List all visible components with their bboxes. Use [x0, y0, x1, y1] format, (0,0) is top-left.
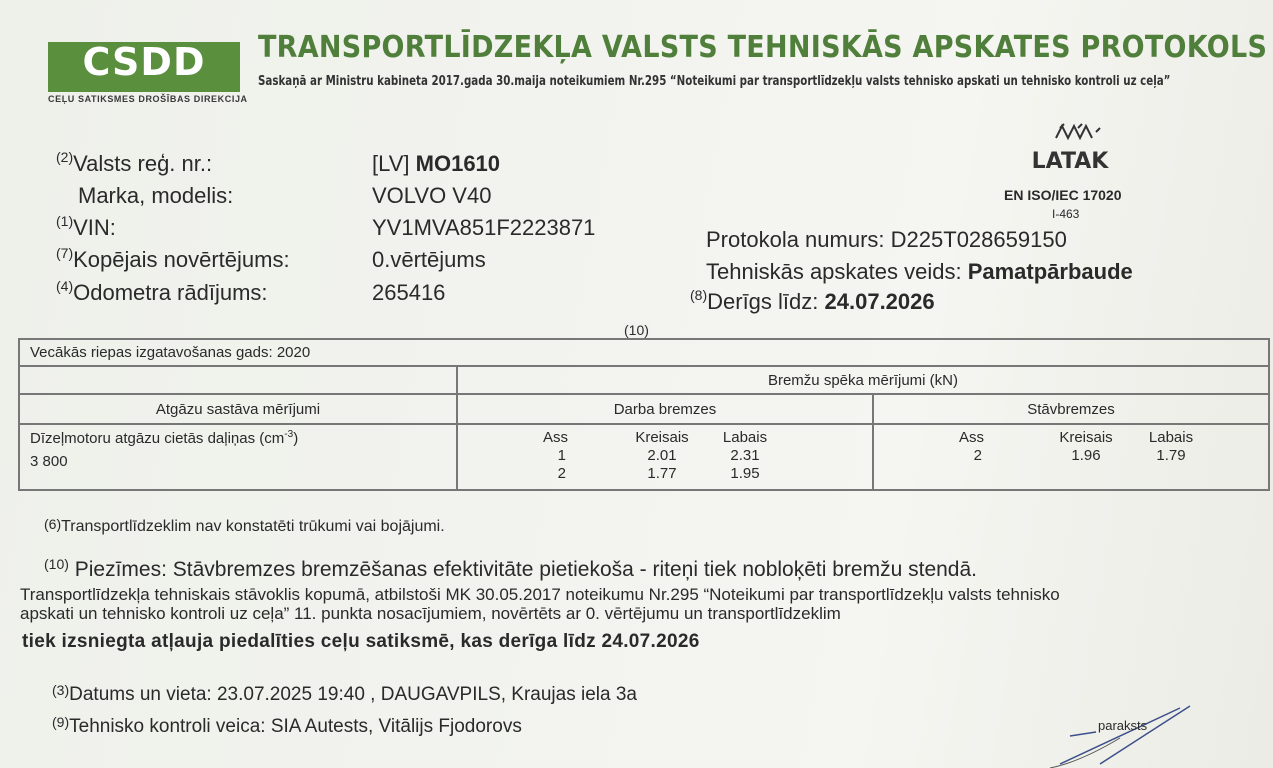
- signature-mark-icon: [1040, 702, 1200, 768]
- tire-year: Vecākās riepas izgatavošanas gads: 2020: [19, 339, 1269, 366]
- accreditation-standard: EN ISO/IEC 17020: [1004, 187, 1122, 203]
- remarks-note: $^{(10)}$ Piezīmes: Stāvbremzes bremzēšanas efektivitāte pietiekoša - riteņi tiek nobloķēti bremžu stendā.: [44, 556, 977, 581]
- reg-number-value: [LV] MO1610: [372, 151, 501, 176]
- document-subtitle: Saskaņā ar Ministru kabineta 2017.gada 30.maija noteikumiem Nr.295 “Noteikumi par transportlīdzekļu valsts tehnisko apskati un tehnisko kontroli uz ceļa”: [258, 74, 1171, 89]
- emission-header: Atgāzu sastāva mērījumi: [19, 394, 457, 424]
- parking-brake-cell: [873, 424, 1269, 490]
- road-permit: tiek izsniegta atļauja piedalīties ceļu satiksmē, kas derīga līdz 24.07.2026: [22, 631, 700, 652]
- signature-label: paraksts: [1098, 718, 1148, 733]
- service-left-col: Kreisais 2.01 1.77: [635, 429, 689, 482]
- reg-number-label: $^{(2)}$Valsts reģ. nr.:: [56, 149, 213, 176]
- parking-axle-col: Ass 2: [958, 429, 984, 464]
- valid-until: $^{(8)}$Derīgs līdz: 24.07.2026: [690, 287, 935, 314]
- rating-label: $^{(7)}$Kopējais novērtējums:: [56, 245, 290, 272]
- parking-right-col: Labais 1.79: [1148, 429, 1194, 464]
- diesel-cell: [19, 424, 457, 490]
- parking-left-col: Kreisais 1.96: [1059, 429, 1113, 464]
- vin-value: YV1MVA851F2223871: [372, 215, 596, 240]
- model-value: VOLVO V40: [372, 183, 492, 208]
- diesel-value: 3 800: [30, 453, 68, 470]
- rating-value: 0.vērtējums: [372, 247, 486, 272]
- service-brake-header: Darba bremzes: [457, 394, 873, 424]
- latak-logo-icon: [1022, 120, 1118, 180]
- inspection-type: Tehniskās apskates veids: Pamatpārbaude: [706, 259, 1133, 284]
- latak-logo-text: LATAK: [1031, 149, 1109, 174]
- diesel-label: Dīzeļmotoru atgāzu cietās daļiņas $(cm^{-3})$: [30, 429, 299, 447]
- service-axle-col: Ass 1 2: [542, 429, 568, 482]
- defects-note: (6)Transportlīdzeklim nav konstatēti trūkumi vai bojājumi.: [44, 516, 445, 535]
- protocol-number: Protokola numurs: D225T028659150: [706, 227, 1067, 252]
- csdd-logo: CSDD: [82, 40, 206, 84]
- service-right-col: Labais 2.31 1.95: [722, 429, 768, 482]
- vin-label: $^{(1)}$VIN:: [56, 213, 116, 240]
- assessment-paragraph: Transportlīdzekļa tehniskais stāvoklis kopumā, atbilstoši MK 30.05.2017 noteikumu Nr.295 “Noteikumi par transportlīdzekļu valsts tehnisko apskati un tehnisko kontroli uz ceļa” 11. punkta nosacījumiem, novērtēts ar 0. vērtējumu un transportlīdzeklim: [20, 585, 1060, 623]
- accreditation-code: I-463: [1052, 207, 1080, 221]
- empty-cell: [19, 366, 457, 394]
- inspector: $^{(9)}$Tehnisko kontroli veica: SIA Autests, Vitālijs Fjodorovs: [52, 714, 522, 737]
- table-marker: (10): [624, 322, 649, 338]
- parking-brake-header: Stāvbremzes: [873, 394, 1269, 424]
- brake-header: Bremžu spēka mērījumi (kN): [457, 366, 1269, 394]
- service-brake-cell: [457, 424, 873, 490]
- measurements-table: [18, 338, 1270, 491]
- document-title: TRANSPORTLĪDZEKĻA VALSTS TEHNISKĀS APSKATES PROTOKOLS: [258, 30, 1268, 65]
- date-place: $^{(3)}$Datums un vieta: 23.07.2025 19:40 , DAUGAVPILS, Kraujas iela 3a: [52, 682, 637, 705]
- csdd-logo-subtitle: CEĻU SATIKSMES DROŠĪBAS DIREKCIJA: [48, 94, 248, 104]
- odometer-value: 265416: [372, 280, 446, 305]
- model-label: Marka, modelis:: [78, 183, 234, 208]
- odometer-label: $^{(4)}$Odometra rādījums:: [56, 278, 268, 305]
